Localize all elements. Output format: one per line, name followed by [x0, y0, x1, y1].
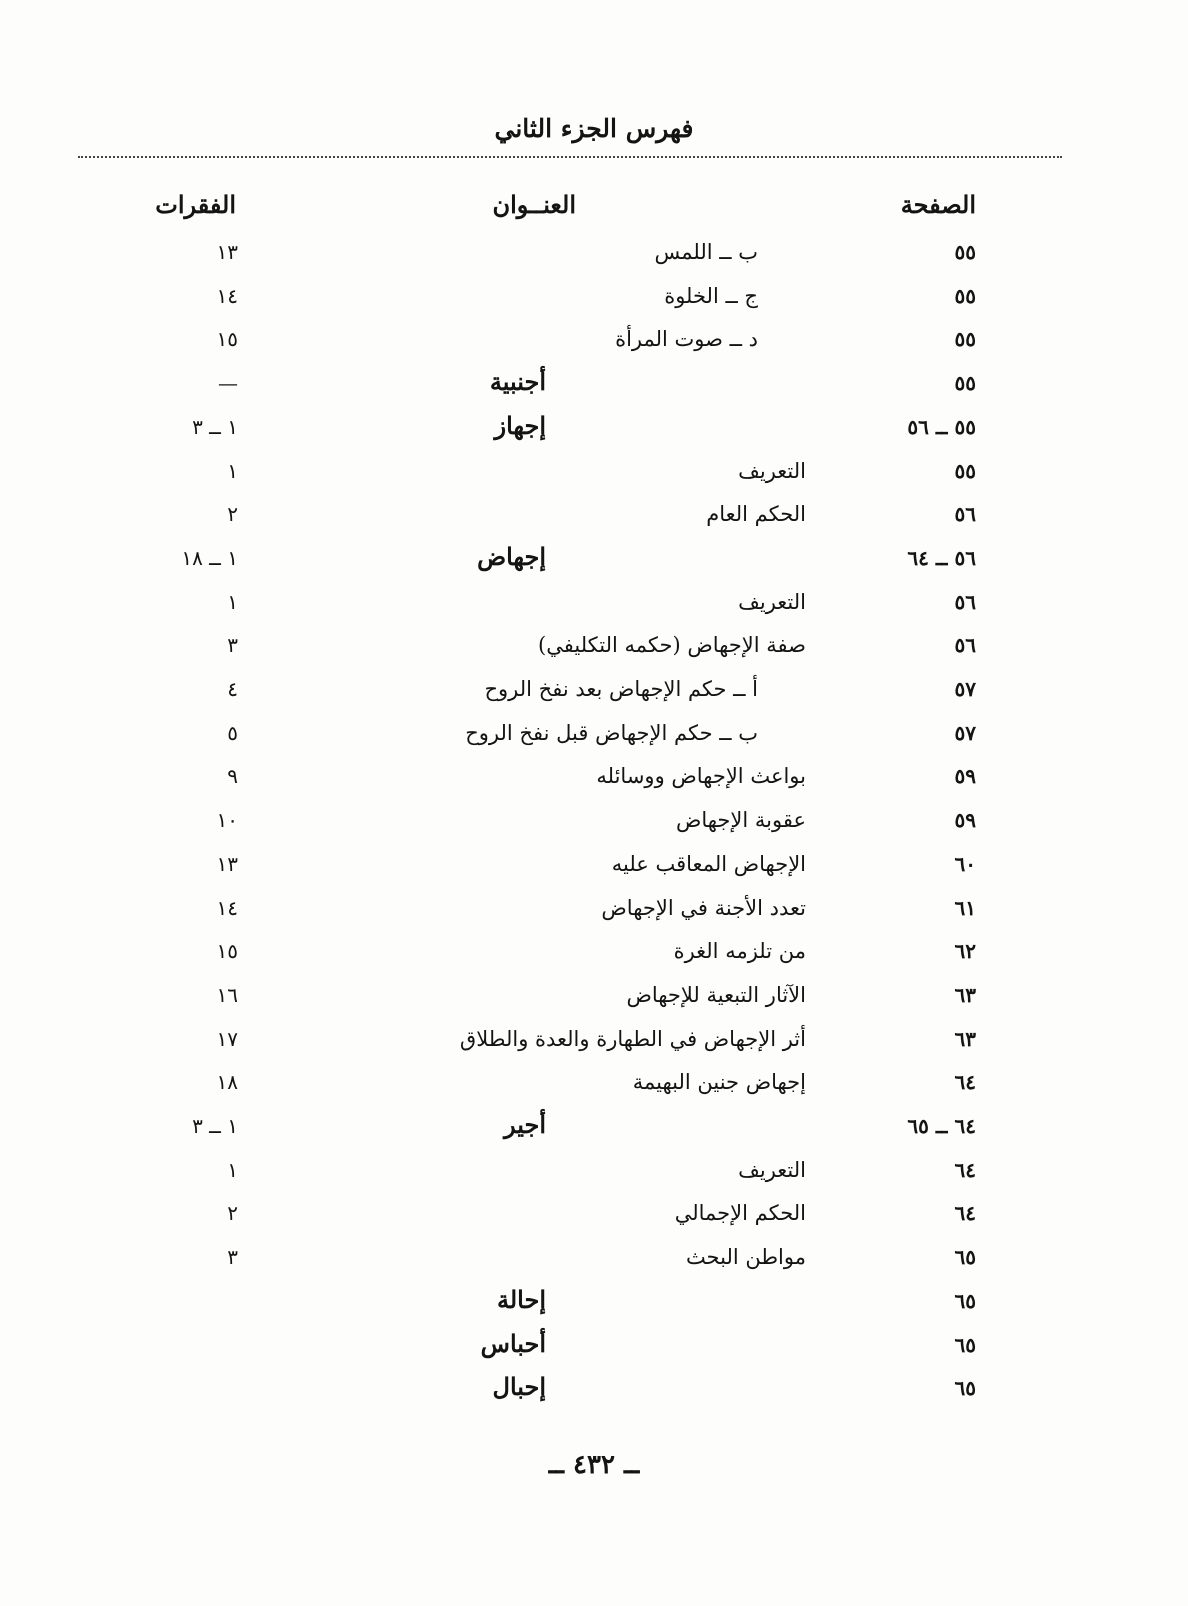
index-row	[0, 327, 1188, 371]
paragraphs-cell: ١٧	[216, 1026, 238, 1051]
paragraphs-cell: ١	[227, 458, 238, 483]
page-number-cell: ٥٥	[954, 371, 976, 396]
index-row	[0, 1245, 1188, 1289]
page-number-cell: ٥٥	[954, 458, 976, 483]
entry-title: أحباس	[480, 1328, 546, 1358]
page-number-cell: ٥٧	[954, 677, 976, 701]
page-number-cell: ٦٣	[954, 1026, 976, 1051]
page-number-cell: ٥٦	[954, 589, 976, 614]
subentry-title: تعدد الأجنة في الإجهاض	[601, 895, 806, 920]
paragraphs-cell: ١٥	[216, 327, 238, 352]
paragraphs-cell: ١	[227, 589, 238, 614]
paragraphs-cell: ١٠	[216, 808, 238, 833]
paragraphs-cell: ٣	[227, 1245, 238, 1270]
page-number-cell: ٦٢	[954, 939, 976, 964]
page-number-cell: ٦٤ ــ ٦٥	[907, 1114, 976, 1138]
page-title: فهرس الجزء الثاني	[494, 114, 694, 143]
index-row	[0, 367, 1188, 415]
paragraphs-cell: ١٣	[216, 851, 238, 876]
subentry-title: صفة الإجهاض (حكمه التكليفي)	[538, 633, 806, 658]
page-number-cell: ٥٥	[954, 327, 976, 352]
index-row	[0, 852, 1188, 896]
entry-title: أجنبية	[489, 367, 546, 397]
index-row	[0, 284, 1188, 328]
paragraphs-cell: ١٦	[216, 982, 238, 1007]
index-row	[0, 1070, 1188, 1114]
index-row	[0, 721, 1188, 765]
subentry-title: ب ــ اللمس	[654, 240, 758, 264]
subentry-title: د ــ صوت المرأة	[615, 327, 758, 352]
index-row	[0, 633, 1188, 677]
entry-title: إجهاز	[494, 410, 546, 440]
page-number-cell: ٥٦	[954, 502, 976, 527]
column-header-paragraphs: الفقرات	[155, 190, 236, 219]
page-number-cell: ٦٥	[954, 1245, 976, 1270]
page-number-cell: ٥٩	[954, 764, 976, 789]
subentry-title: التعريف	[738, 458, 806, 483]
paragraphs-cell: ١	[227, 1157, 238, 1182]
index-row	[0, 1027, 1188, 1071]
index-row	[0, 896, 1188, 940]
page-number-cell: ٥٧	[954, 720, 976, 745]
subentry-title: ب ــ حكم الإجهاض قبل نفخ الروح	[465, 720, 758, 745]
page-number-cell: ٦٥	[954, 1288, 976, 1313]
column-header-title: العنــوان	[492, 190, 576, 219]
page-number-cell: ٦١	[954, 895, 976, 920]
page-number-cell: ٦٤	[954, 1201, 976, 1226]
subentry-title: التعريف	[738, 1157, 806, 1182]
paragraphs-cell: ١ ــ ١٨	[181, 545, 238, 570]
page-number: ــ ٤٣٢ ــ	[548, 1450, 640, 1480]
subentry-title: من تلزمه الغرة	[673, 939, 806, 964]
page-number-cell: ٦٥	[954, 1332, 976, 1357]
paragraphs-cell: ٩	[227, 764, 238, 789]
subentry-title: عقوبة الإجهاض	[675, 808, 806, 833]
subentry-title: بواعث الإجهاض ووسائله	[596, 764, 806, 789]
subentry-title: ج ــ الخلوة	[664, 283, 758, 308]
page-number-cell: ٥٩	[954, 808, 976, 833]
index-row	[0, 939, 1188, 983]
index-row	[0, 541, 1188, 590]
paragraphs-cell: ٥	[227, 720, 238, 745]
entry-title: إجهاض	[477, 541, 546, 571]
index-row	[0, 590, 1188, 634]
subentry-title: أ ــ حكم الإجهاض بعد نفخ الروح	[484, 677, 758, 701]
page-number-cell: ٥٦ ــ ٦٤	[907, 545, 976, 570]
index-row	[0, 808, 1188, 852]
paragraphs-cell: ١٥	[216, 939, 238, 964]
index-row	[0, 764, 1188, 808]
page-number-cell: ٥٥	[954, 283, 976, 308]
subentry-title: إجهاض جنين البهيمة	[632, 1070, 806, 1095]
page-number-cell: ٦٠	[954, 851, 976, 876]
paragraphs-cell: ٢	[227, 502, 238, 527]
paragraphs-cell: ١٤	[216, 283, 238, 308]
subentry-title: الإجهاض المعاقب عليه	[611, 851, 806, 876]
entry-title: إحالة	[497, 1284, 546, 1314]
index-row	[0, 1372, 1188, 1420]
index-row	[0, 459, 1188, 503]
paragraphs-cell: ٢	[227, 1201, 238, 1226]
index-row	[0, 1284, 1188, 1333]
page-number-cell: ٥٥ ــ ٥٦	[907, 414, 976, 439]
entry-title: أجير	[504, 1110, 546, 1139]
paragraphs-cell: ١٣	[216, 240, 238, 264]
index-row	[0, 983, 1188, 1027]
paragraphs-cell: ١٨	[216, 1070, 238, 1095]
paragraphs-cell: —	[218, 371, 238, 396]
index-row	[0, 1158, 1188, 1202]
subentry-title: الحكم العام	[706, 502, 806, 527]
entry-title: إحبال	[492, 1372, 546, 1402]
page-number-cell: ٦٤	[954, 1070, 976, 1095]
page-number-cell: ٦٣	[954, 982, 976, 1007]
column-header-page: الصفحة	[900, 190, 976, 219]
paragraphs-cell: ١٤	[216, 895, 238, 920]
paragraphs-cell: ٤	[227, 677, 238, 701]
page-number-cell: ٥٥	[954, 240, 976, 264]
dotted-divider	[78, 156, 1062, 158]
page-number-cell: ٦٥	[954, 1376, 976, 1401]
index-row	[0, 677, 1188, 721]
index-row	[0, 1201, 1188, 1245]
paragraphs-cell: ١ ــ ٣	[192, 1114, 238, 1138]
index-row	[0, 1110, 1188, 1158]
paragraphs-cell: ٣	[227, 633, 238, 658]
subentry-title: أثر الإجهاض في الطهارة والعدة والطلاق	[459, 1026, 806, 1051]
subentry-title: الحكم الإجمالي	[674, 1201, 806, 1226]
subentry-title: الآثار التبعية للإجهاض	[626, 982, 806, 1007]
subentry-title: التعريف	[738, 589, 806, 614]
index-row	[0, 240, 1188, 284]
page-number-cell: ٦٤	[954, 1157, 976, 1182]
page-number-cell: ٥٦	[954, 633, 976, 658]
index-row	[0, 1328, 1188, 1377]
subentry-title: مواطن البحث	[685, 1245, 806, 1270]
index-row	[0, 410, 1188, 459]
paragraphs-cell: ١ ــ ٣	[192, 414, 238, 439]
index-row	[0, 502, 1188, 546]
